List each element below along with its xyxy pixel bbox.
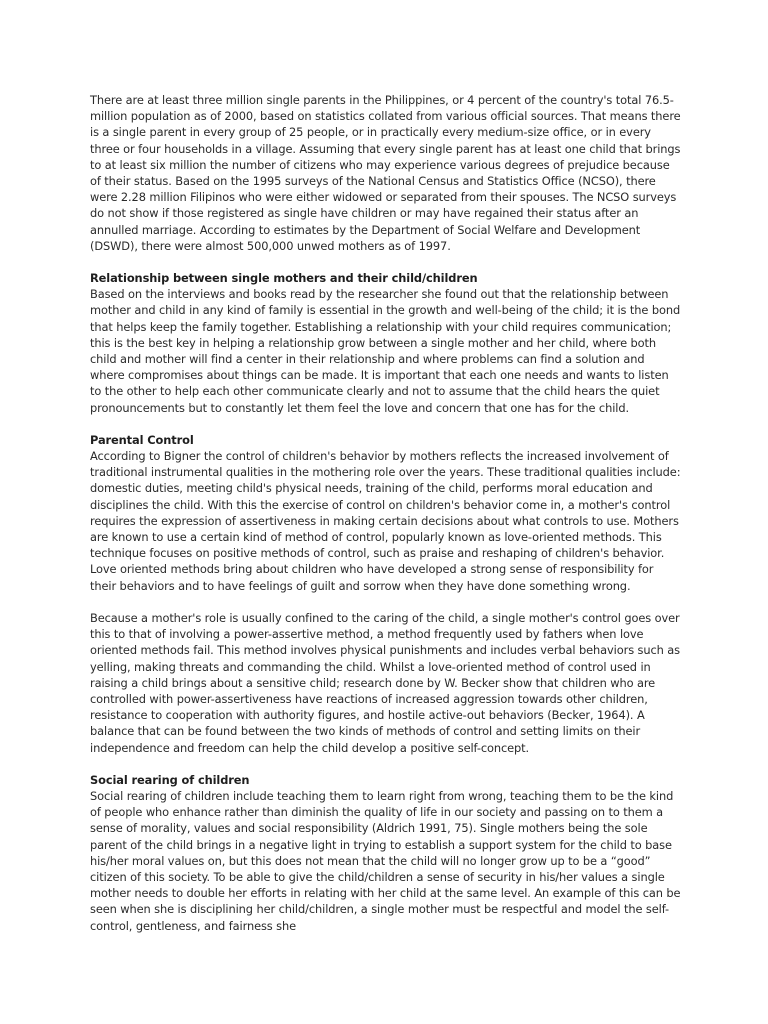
spacer [90,594,682,610]
section-heading: Social rearing of children [90,772,250,787]
section-relationship [90,270,682,416]
spacer [90,416,682,432]
section-paragraph: Based on the interviews and books read by the researcher she found out that the relationship between mother and child in any kind of family is essential in the growth and well-being of the child; it is the bond that helps keep the family together. Establishing a relationship with your child requires communication; this is the best key in helping a relationship grow between a single mother and her child, where both child and mother will find a center in their relationship and where problems can find a solution and where compromises about things can be made. It is important that each one needs and wants to listen to the other to help each other communicate clearly and not to assume that the child hears the quiet pronouncements but to constantly let them feel the love and concern that one has for the child. [90,287,681,415]
spacer [90,756,682,772]
section-social-rearing [90,772,682,934]
spacer [90,254,682,270]
section-heading: Relationship between single mothers and their child/children [90,271,478,286]
section-paragraph: According to Bigner the control of children's behavior by mothers reflects the increased involvement of traditional instrumental qualities in the mothering role over the years. These traditional qualities include: domestic duties, meeting child's physical needs, training of the child, performs moral education and disciplines the child. With this the exercise of control on children's behavior come in, a mother's control requires the expression of assertiveness in making certain decisions about what controls to use. Mothers are known to use a certain kind of method of control, popularly known as love-oriented methods. This technique focuses on positive methods of control, such as praise and reshaping of children's behavior. Love oriented methods bring about children who have developed a strong sense of responsibility for their behaviors and to have feelings of guilt and sorrow when they have done something wrong. [90,449,681,593]
intro-paragraph: There are at least three million single parents in the Philippines, or 4 percent of the country's total 76.5-million population as of 2000, based on statistics collated from various official sources. That means there is a single parent in every group of 25 people, or in practically every medium-size office, or in every three or four households in a village. Assuming that every single parent has at least one child that brings to at least six million the number of citizens who may experience various degrees of prejudice because of their status. Based on the 1995 surveys of the National Census and Statistics Office (NCSO), there were 2.28 million Filipinos who were either widowed or separated from their spouses. The NCSO surveys do not show if those registered as single have children or may have regained their status after an annulled marriage. According to estimates by the Department of Social Welfare and Development (DSWD), there were almost 500,000 unwed mothers as of 1997. [90,93,681,253]
section-paragraph: Because a mother's role is usually confined to the caring of the child, a single mother's control goes over this to that of involving a power-assertive method, a method frequently used by fathers when love oriented methods fail. This method involves physical punishments and includes verbal behaviors such as yelling, making threats and commanding the child. Whilst a love-oriented method of control used in raising a child brings about a sensitive child; research done by W. Becker show that children who are controlled with power-assertiveness have reactions of increased aggression towards other children, resistance to cooperation with authority figures, and hostile active-out behaviors (Becker, 1964). A balance that can be found between the two kinds of methods of control and setting limits on their independence and freedom can help the child develop a positive self-concept. [90,610,681,755]
document-page [90,92,682,934]
section-paragraph: Social rearing of children include teaching them to learn right from wrong, teaching them to be the kind of people who enhance rather than diminish the quality of life in our society and passing on to them a sense of morality, values and social responsibility (Aldrich 1991, 75). Single mothers being the sole parent of the child brings in a negative light in trying to establish a support system for the child to base his/her moral values on, but this does not mean that the child will no longer grow up to be a “good” citizen of this society. To be able to give the child/children a sense of security in his/her values a single mother needs to double her efforts in relating with her child at the same level. An example of this can be seen when she is disciplining her child/children, a single mother must be respectful and model the self-control, gentleness, and fairness she [90,788,681,933]
section-heading: Parental Control [90,432,194,447]
section-parental-control [90,432,682,756]
